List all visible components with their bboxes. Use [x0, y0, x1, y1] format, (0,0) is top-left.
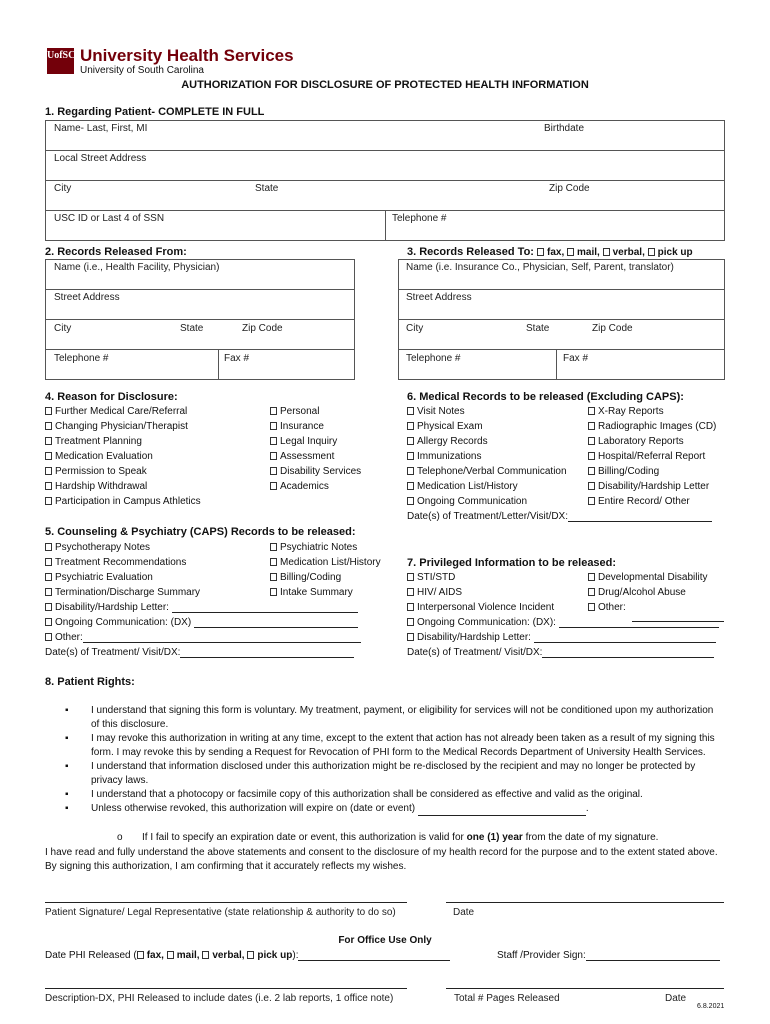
caps-records-col1 — [45, 542, 200, 602]
checkbox-option[interactable] — [588, 572, 708, 587]
checkbox[interactable] — [45, 588, 52, 596]
patient-name-field[interactable]: Name- Last, First, MI — [54, 123, 148, 134]
option-label: Hardship Withdrawal — [55, 481, 148, 492]
checkbox[interactable] — [407, 482, 414, 490]
to-fax-field[interactable]: Fax # — [563, 353, 589, 364]
option-label: Developmental Disability — [598, 572, 708, 583]
divider — [45, 319, 355, 320]
section2-title: 2. Records Released From: — [45, 246, 187, 258]
checkbox-option[interactable] — [45, 557, 200, 572]
birthdate-field[interactable]: Birthdate — [544, 123, 585, 134]
checkbox[interactable] — [407, 588, 414, 596]
checkbox[interactable] — [407, 573, 414, 581]
checkbox[interactable] — [270, 422, 277, 430]
checkbox-option[interactable] — [45, 466, 201, 481]
option-label: Visit Notes — [417, 406, 465, 417]
mail-checkbox[interactable] — [167, 951, 174, 959]
checkbox-option[interactable] — [588, 436, 716, 451]
checkbox[interactable] — [45, 573, 52, 581]
option-label: Psychotherapy Notes — [55, 542, 151, 553]
checkbox[interactable] — [270, 558, 277, 566]
office-date-label: Date — [665, 993, 687, 1004]
checkbox[interactable] — [407, 497, 414, 505]
staff-provider-sign-field[interactable]: Staff /Provider Sign: — [497, 950, 720, 961]
checkbox[interactable] — [270, 407, 277, 415]
pickup-checkbox[interactable] — [247, 951, 254, 959]
section5-title: 5. Counseling & Psychiatry (CAPS) Records to be released: — [45, 526, 356, 538]
checkbox-option[interactable] — [407, 406, 567, 421]
fax-checkbox[interactable] — [137, 951, 144, 959]
section1-title: 1. Regarding Patient- COMPLETE IN FULL — [45, 106, 265, 118]
rights-subitem: o If I fail to specify an expiration date or event, this authorization is valid for one (1) year from the date of my signature. — [117, 832, 659, 843]
form-title: AUTHORIZATION FOR DISCLOSURE OF PROTECTED HEALTH INFORMATION — [181, 79, 589, 91]
office-use-title: For Office Use Only — [338, 935, 432, 946]
option-label: Medication List/History — [280, 557, 381, 568]
to-street-field[interactable]: Street Address — [406, 292, 472, 303]
checkbox[interactable] — [270, 573, 277, 581]
option-label: Other: — [598, 602, 626, 613]
option-label: Physical Exam — [417, 421, 483, 432]
option-label: Participation in Campus Athletics — [55, 496, 201, 507]
option-label: STI/STD — [417, 572, 456, 583]
checkbox[interactable] — [588, 467, 595, 475]
checkbox-option[interactable] — [407, 451, 567, 466]
option-label: Disability Services — [280, 466, 362, 477]
university-logo-mark: UofSC — [47, 48, 74, 74]
checkbox-option[interactable] — [407, 572, 554, 587]
checkbox-option[interactable] — [45, 436, 201, 451]
checkbox-option[interactable] — [588, 496, 716, 511]
checkbox[interactable] — [45, 467, 52, 475]
description-label: Description-DX, PHI Released to include dates (i.e. 2 lab reports, 1 office note) — [45, 993, 394, 1004]
checkbox[interactable] — [588, 482, 595, 490]
checkbox[interactable] — [45, 618, 52, 626]
privileged-ongoing-field[interactable]: Ongoing Communication: (DX): — [407, 617, 719, 628]
caps-other-field[interactable]: Other: — [45, 632, 361, 643]
checkbox-option[interactable] — [270, 557, 381, 572]
from-street-field[interactable]: Street Address — [54, 292, 120, 303]
divider — [556, 349, 557, 380]
divider — [45, 180, 725, 181]
medical-records-col2 — [588, 406, 716, 511]
rights-item: ▪ I understand that a photocopy or facsimile copy of this authorization shall be considered as effective and valid as the original. — [65, 788, 720, 802]
option-label: Psychiatric Evaluation — [55, 572, 153, 583]
from-telephone-field[interactable]: Telephone # — [54, 353, 109, 364]
option-label: Interpersonal Violence Incident — [417, 602, 555, 613]
checkbox[interactable] — [407, 437, 414, 445]
to-city-field[interactable]: City — [406, 323, 424, 334]
checkbox[interactable] — [45, 407, 52, 415]
checkbox[interactable] — [45, 497, 52, 505]
checkbox[interactable] — [270, 437, 277, 445]
checkbox-option[interactable] — [45, 496, 201, 511]
checkbox[interactable] — [45, 482, 52, 490]
medical-dates-field[interactable]: Date(s) of Treatment/Letter/Visit/DX: — [407, 511, 712, 522]
option-label: Psychiatric Notes — [280, 542, 358, 553]
pickup-checkbox[interactable] — [648, 248, 655, 256]
divider — [45, 289, 355, 290]
checkbox-option[interactable] — [45, 587, 200, 602]
checkbox-option[interactable] — [45, 451, 201, 466]
verbal-checkbox[interactable] — [202, 951, 209, 959]
option-label: HIV/ AIDS — [417, 587, 463, 598]
divider — [398, 289, 725, 290]
medical-records-col1 — [407, 406, 567, 511]
description-line[interactable] — [45, 988, 407, 989]
divider — [45, 349, 355, 350]
checkbox[interactable] — [407, 633, 414, 641]
divider — [385, 210, 386, 241]
checkbox-option[interactable] — [407, 602, 554, 617]
checkbox[interactable] — [588, 407, 595, 415]
checkbox[interactable] — [45, 603, 52, 611]
section6-title: 6. Medical Records to be released (Excluding CAPS): — [407, 391, 684, 403]
acknowledgement-text: I have read and fully understand the above statements and consent to the disclosure of my health record for the purpose and to the extent stated above. By signing this authorization, I am confirming that it accurately reflects my wishes. — [45, 847, 718, 872]
privileged-disability-field[interactable]: Disability/Hardship Letter: — [407, 632, 716, 643]
option-label: Radiographic Images (CD) — [598, 421, 717, 432]
option-label: Termination/Discharge Summary — [55, 587, 201, 598]
from-city-field[interactable]: City — [54, 323, 72, 334]
to-name-field[interactable]: Name (i.e. Insurance Co., Physician, Self, Parent, translator) — [406, 262, 674, 273]
logo-subtitle: University of South Carolina — [80, 65, 204, 76]
option-label: Legal Inquiry — [280, 436, 338, 447]
from-zip-field[interactable]: Zip Code — [242, 323, 283, 334]
option-label: Medication Evaluation — [55, 451, 153, 462]
divider — [218, 349, 219, 380]
option-label: Entire Record/ Other — [598, 496, 690, 507]
checkbox[interactable] — [45, 437, 52, 445]
checkbox[interactable] — [588, 437, 595, 445]
city-field[interactable]: City — [54, 183, 72, 194]
checkbox-option[interactable] — [588, 421, 716, 436]
option-label: Hospital/Referral Report — [598, 451, 706, 462]
checkbox[interactable] — [588, 452, 595, 460]
option-label: Drug/Alcohol Abuse — [598, 587, 686, 598]
checkbox[interactable] — [407, 467, 414, 475]
checkbox-option[interactable] — [270, 451, 361, 466]
checkbox-option[interactable] — [270, 406, 361, 421]
checkbox-option[interactable] — [270, 572, 381, 587]
checkbox[interactable] — [270, 467, 277, 475]
checkbox-option[interactable] — [407, 496, 567, 511]
checkbox-option[interactable] — [270, 481, 361, 496]
checkbox-option[interactable] — [45, 406, 201, 421]
from-name-field[interactable]: Name (i.e., Health Facility, Physician) — [54, 262, 220, 273]
usc-id-field[interactable]: USC ID or Last 4 of SSN — [54, 213, 165, 224]
option-label: Academics — [280, 481, 329, 492]
checkbox[interactable] — [45, 543, 52, 551]
checkbox-option[interactable] — [270, 421, 361, 436]
divider — [398, 349, 725, 350]
telephone-field[interactable]: Telephone # — [392, 213, 447, 224]
checkbox[interactable] — [407, 618, 414, 626]
checkbox[interactable] — [588, 603, 595, 611]
checkbox-option[interactable] — [270, 542, 381, 557]
checkbox-option[interactable] — [588, 481, 716, 496]
option-label: Billing/Coding — [280, 572, 342, 583]
option-label: Ongoing Communication — [417, 496, 528, 507]
mail-checkbox[interactable] — [567, 248, 574, 256]
expiration-field[interactable] — [418, 806, 586, 816]
caps-ongoing-field[interactable]: Ongoing Communication: (DX) — [45, 617, 358, 628]
checkbox[interactable] — [270, 588, 277, 596]
checkbox[interactable] — [407, 422, 414, 430]
divider — [45, 150, 725, 151]
rights-item: ▪ I may revoke this authorization in writing at any time, except to the extent that action has not already been taken as a result of my signing this form. I may revoke this by sending a Request for Revocation of PHI form to the Medical Records Department of University Health Services. — [65, 732, 720, 760]
option-label: Insurance — [280, 421, 324, 432]
checkbox-option[interactable] — [45, 481, 201, 496]
checkbox[interactable] — [588, 588, 595, 596]
checkbox-option[interactable] — [407, 587, 554, 602]
section4-title: 4. Reason for Disclosure: — [45, 391, 178, 403]
caps-disability-field[interactable]: Disability/Hardship Letter: — [45, 602, 358, 613]
local-street-field[interactable]: Local Street Address — [54, 153, 147, 164]
option-label: Treatment Planning — [55, 436, 142, 447]
checkbox[interactable] — [270, 482, 277, 490]
option-label: X-Ray Reports — [598, 406, 664, 417]
rights-item: ▪ I understand that information disclosed under this authorization might be re-disclosed by the recipient and may no longer be protected by privacy laws. — [65, 760, 720, 788]
checkbox-option[interactable] — [588, 451, 716, 466]
patient-signature-label: Patient Signature/ Legal Representative (state relationship & authority to do so) — [45, 907, 396, 918]
option-label: Permission to Speak — [55, 466, 147, 477]
rights-item-expiration: ▪ Unless otherwise revoked, this authorization will expire on (date or event) . — [65, 802, 720, 816]
reason-list-col1 — [45, 406, 201, 511]
checkbox[interactable] — [270, 543, 277, 551]
section3-title: 3. Records Released To: fax, mail, verbal, pick up — [407, 246, 693, 258]
option-label: Telephone/Verbal Communication — [417, 466, 567, 477]
option-label: Allergy Records — [417, 436, 488, 447]
to-state-field[interactable]: State — [526, 323, 550, 334]
to-zip-field[interactable]: Zip Code — [592, 323, 633, 334]
option-label: Laboratory Reports — [598, 436, 684, 447]
checkbox-option[interactable] — [270, 436, 361, 451]
option-label: Immunizations — [417, 451, 482, 462]
privileged-dates-field[interactable]: Date(s) of Treatment/ Visit/DX: — [407, 647, 714, 658]
option-label: Further Medical Care/Referral — [55, 406, 188, 417]
section8-title: 8. Patient Rights: — [45, 676, 135, 688]
privileged-col1 — [407, 572, 554, 617]
pages-date-line[interactable] — [446, 988, 724, 989]
fax-checkbox[interactable] — [537, 248, 544, 256]
reason-list-col2 — [270, 406, 361, 496]
divider — [398, 319, 725, 320]
option-label: Medication List/History — [417, 481, 518, 492]
checkbox[interactable] — [407, 407, 414, 415]
state-field[interactable]: State — [255, 183, 279, 194]
from-state-field[interactable]: State — [180, 323, 204, 334]
caps-dates-field[interactable]: Date(s) of Treatment/ Visit/DX: — [45, 647, 354, 658]
checkbox-option[interactable] — [270, 466, 361, 481]
option-label: Disability/Hardship Letter — [598, 481, 710, 492]
date-phi-released-field[interactable]: Date PHI Released ( fax, mail, verbal, pick up): — [45, 950, 450, 961]
checkbox[interactable] — [588, 422, 595, 430]
from-fax-field[interactable]: Fax # — [224, 353, 250, 364]
checkbox[interactable] — [588, 497, 595, 505]
checkbox-option[interactable] — [407, 436, 567, 451]
checkbox[interactable] — [45, 452, 52, 460]
caps-records-col2 — [270, 542, 381, 602]
option-label: Personal — [280, 406, 320, 417]
checkbox-option[interactable] — [588, 406, 716, 421]
checkbox-option[interactable] — [45, 572, 200, 587]
rights-item: ▪ I understand that signing this form is voluntary. My treatment, payment, or eligibility for services will not be conditioned upon my authorization of this disclosure. — [65, 704, 720, 732]
to-telephone-field[interactable]: Telephone # — [406, 353, 461, 364]
checkbox-option[interactable] — [407, 481, 567, 496]
signature-date-label: Date — [453, 907, 475, 918]
checkbox-option[interactable] — [588, 587, 708, 602]
checkbox-option[interactable] — [407, 421, 567, 436]
checkbox[interactable] — [45, 633, 52, 641]
signature-date-line[interactable] — [446, 902, 724, 903]
checkbox-option[interactable] — [45, 421, 201, 436]
checkbox[interactable] — [270, 452, 277, 460]
option-label: Treatment Recommendations — [55, 557, 187, 568]
logo-title: University Health Services — [80, 46, 294, 65]
checkbox-option[interactable] — [45, 542, 200, 557]
section7-title: 7. Privileged Information to be released: — [407, 557, 617, 569]
checkbox[interactable] — [45, 422, 52, 430]
option-label: Billing/Coding — [598, 466, 660, 477]
verbal-checkbox[interactable] — [603, 248, 610, 256]
option-label: Changing Physician/Therapist — [55, 421, 188, 432]
checkbox-option[interactable] — [588, 466, 716, 481]
option-label: Intake Summary — [280, 587, 353, 598]
patient-signature-line[interactable] — [45, 902, 407, 903]
patient-rights-list — [65, 704, 720, 816]
checkbox-option[interactable] — [407, 466, 567, 481]
option-label: Assessment — [280, 451, 335, 462]
checkbox-option[interactable] — [270, 587, 381, 602]
checkbox[interactable] — [407, 603, 414, 611]
checkbox[interactable] — [45, 558, 52, 566]
version-label: 6.8.2021 — [697, 1003, 725, 1010]
zip-field[interactable]: Zip Code — [549, 183, 590, 194]
checkbox[interactable] — [407, 452, 414, 460]
checkbox[interactable] — [588, 573, 595, 581]
total-pages-label: Total # Pages Released — [454, 993, 560, 1004]
